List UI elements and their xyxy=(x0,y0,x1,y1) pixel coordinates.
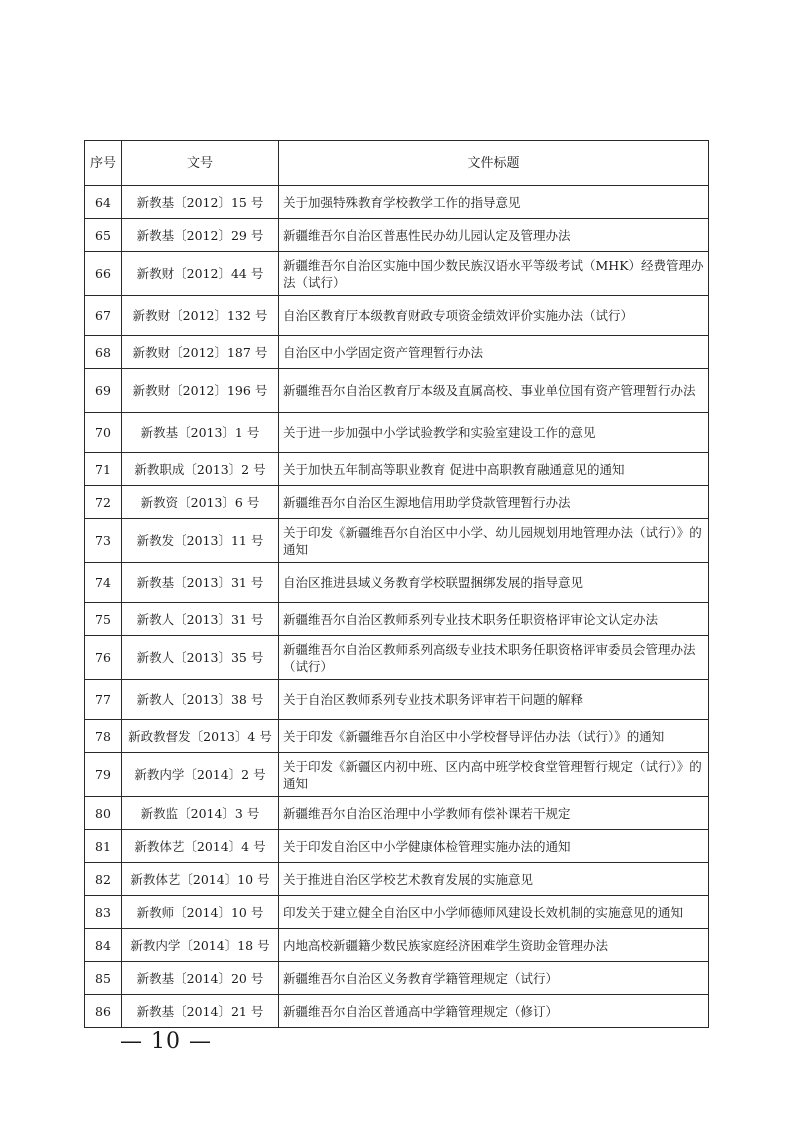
row-doc-number: 新教人〔2013〕35 号 xyxy=(122,636,279,680)
table-row xyxy=(85,896,709,929)
table-row xyxy=(85,453,709,486)
row-seq: 85 xyxy=(85,962,122,995)
row-title: 关于推进自治区学校艺术教育发展的实施意见 xyxy=(279,863,709,896)
row-seq: 67 xyxy=(85,296,122,336)
row-seq: 79 xyxy=(85,753,122,797)
row-seq: 65 xyxy=(85,219,122,252)
row-title: 自治区中小学固定资产管理暂行办法 xyxy=(279,336,709,369)
row-seq: 82 xyxy=(85,863,122,896)
page-number: — 10 — xyxy=(120,1029,212,1054)
table-row xyxy=(85,336,709,369)
row-doc-number: 新教财〔2012〕187 号 xyxy=(122,336,279,369)
row-doc-number: 新教内学〔2014〕18 号 xyxy=(122,929,279,962)
row-title: 新疆维吾尔自治区义务教育学籍管理规定（试行） xyxy=(279,962,709,995)
table-row xyxy=(85,252,709,296)
row-title: 关于自治区教师系列专业技术职务评审若干问题的解释 xyxy=(279,680,709,720)
table-row xyxy=(85,720,709,753)
row-title: 印发关于建立健全自治区中小学师德师风建设长效机制的实施意见的通知 xyxy=(279,896,709,929)
row-title: 新疆维吾尔自治区教师系列高级专业技术职务任职资格评审委员会管理办法（试行） xyxy=(279,636,709,680)
row-doc-number: 新教资〔2013〕6 号 xyxy=(122,486,279,519)
row-doc-number: 新政教督发〔2013〕4 号 xyxy=(122,720,279,753)
row-seq: 71 xyxy=(85,453,122,486)
row-doc-number: 新教人〔2013〕31 号 xyxy=(122,603,279,636)
table-header-row xyxy=(85,141,709,186)
row-seq: 76 xyxy=(85,636,122,680)
table-row xyxy=(85,519,709,563)
row-seq: 75 xyxy=(85,603,122,636)
table-row xyxy=(85,929,709,962)
table-row xyxy=(85,830,709,863)
table-row xyxy=(85,186,709,219)
row-doc-number: 新教基〔2013〕1 号 xyxy=(122,413,279,453)
row-doc-number: 新教内学〔2014〕2 号 xyxy=(122,753,279,797)
header-title: 文件标题 xyxy=(279,141,709,186)
header-doc-number: 文号 xyxy=(122,141,279,186)
row-title: 新疆维吾尔自治区教育厅本级及直属高校、事业单位国有资产管理暂行办法 xyxy=(279,369,709,413)
row-doc-number: 新教财〔2012〕44 号 xyxy=(122,252,279,296)
row-seq: 68 xyxy=(85,336,122,369)
row-title: 新疆维吾尔自治区生源地信用助学贷款管理暂行办法 xyxy=(279,486,709,519)
table-row xyxy=(85,797,709,830)
row-doc-number: 新教人〔2013〕38 号 xyxy=(122,680,279,720)
table-row xyxy=(85,603,709,636)
document-table xyxy=(84,140,709,1028)
row-seq: 78 xyxy=(85,720,122,753)
table-row xyxy=(85,413,709,453)
row-title: 内地高校新疆籍少数民族家庭经济困难学生资助金管理办法 xyxy=(279,929,709,962)
row-title: 关于加快五年制高等职业教育 促进中高职教育融通意见的通知 xyxy=(279,453,709,486)
row-seq: 74 xyxy=(85,563,122,603)
row-doc-number: 新教财〔2012〕132 号 xyxy=(122,296,279,336)
row-doc-number: 新教基〔2013〕31 号 xyxy=(122,563,279,603)
row-doc-number: 新教监〔2014〕3 号 xyxy=(122,797,279,830)
row-seq: 72 xyxy=(85,486,122,519)
row-doc-number: 新教师〔2014〕10 号 xyxy=(122,896,279,929)
row-title: 自治区推进县域义务教育学校联盟捆绑发展的指导意见 xyxy=(279,563,709,603)
table-row xyxy=(85,486,709,519)
row-title: 自治区教育厅本级教育财政专项资金绩效评价实施办法（试行） xyxy=(279,296,709,336)
row-doc-number: 新教体艺〔2014〕10 号 xyxy=(122,863,279,896)
row-title: 新疆维吾尔自治区治理中小学教师有偿补课若干规定 xyxy=(279,797,709,830)
table-row xyxy=(85,296,709,336)
row-seq: 73 xyxy=(85,519,122,563)
row-doc-number: 新教基〔2012〕29 号 xyxy=(122,219,279,252)
table-row xyxy=(85,995,709,1028)
header-seq: 序号 xyxy=(85,141,122,186)
row-title: 新疆维吾尔自治区实施中国少数民族汉语水平等级考试（MHK）经费管理办法（试行） xyxy=(279,252,709,296)
row-seq: 77 xyxy=(85,680,122,720)
row-title: 关于加强特殊教育学校教学工作的指导意见 xyxy=(279,186,709,219)
row-seq: 83 xyxy=(85,896,122,929)
row-doc-number: 新教基〔2012〕15 号 xyxy=(122,186,279,219)
row-seq: 80 xyxy=(85,797,122,830)
row-title: 关于印发自治区中小学健康体检管理实施办法的通知 xyxy=(279,830,709,863)
row-seq: 84 xyxy=(85,929,122,962)
row-title: 新疆维吾尔自治区教师系列专业技术职务任职资格评审论文认定办法 xyxy=(279,603,709,636)
row-title: 新疆维吾尔自治区普通高中学籍管理规定（修订） xyxy=(279,995,709,1028)
table-row xyxy=(85,753,709,797)
row-seq: 70 xyxy=(85,413,122,453)
row-seq: 81 xyxy=(85,830,122,863)
row-seq: 86 xyxy=(85,995,122,1028)
table-row xyxy=(85,219,709,252)
row-seq: 64 xyxy=(85,186,122,219)
table-row xyxy=(85,962,709,995)
table-row xyxy=(85,369,709,413)
table-row xyxy=(85,863,709,896)
row-title: 新疆维吾尔自治区普惠性民办幼儿园认定及管理办法 xyxy=(279,219,709,252)
row-seq: 66 xyxy=(85,252,122,296)
row-doc-number: 新教基〔2014〕21 号 xyxy=(122,995,279,1028)
table-row xyxy=(85,563,709,603)
table-body xyxy=(85,186,709,1028)
row-title: 关于印发《新疆区内初中班、区内高中班学校食堂管理暂行规定（试行）》的通知 xyxy=(279,753,709,797)
row-seq: 69 xyxy=(85,369,122,413)
row-doc-number: 新教体艺〔2014〕4 号 xyxy=(122,830,279,863)
row-title: 关于印发《新疆维吾尔自治区中小学校督导评估办法（试行）》的通知 xyxy=(279,720,709,753)
row-doc-number: 新教职成〔2013〕2 号 xyxy=(122,453,279,486)
row-title: 关于进一步加强中小学试验教学和实验室建设工作的意见 xyxy=(279,413,709,453)
table-row xyxy=(85,636,709,680)
row-doc-number: 新教发〔2013〕11 号 xyxy=(122,519,279,563)
row-doc-number: 新教财〔2012〕196 号 xyxy=(122,369,279,413)
row-doc-number: 新教基〔2014〕20 号 xyxy=(122,962,279,995)
row-title: 关于印发《新疆维吾尔自治区中小学、幼儿园规划用地管理办法（试行）》的通知 xyxy=(279,519,709,563)
table-row xyxy=(85,680,709,720)
